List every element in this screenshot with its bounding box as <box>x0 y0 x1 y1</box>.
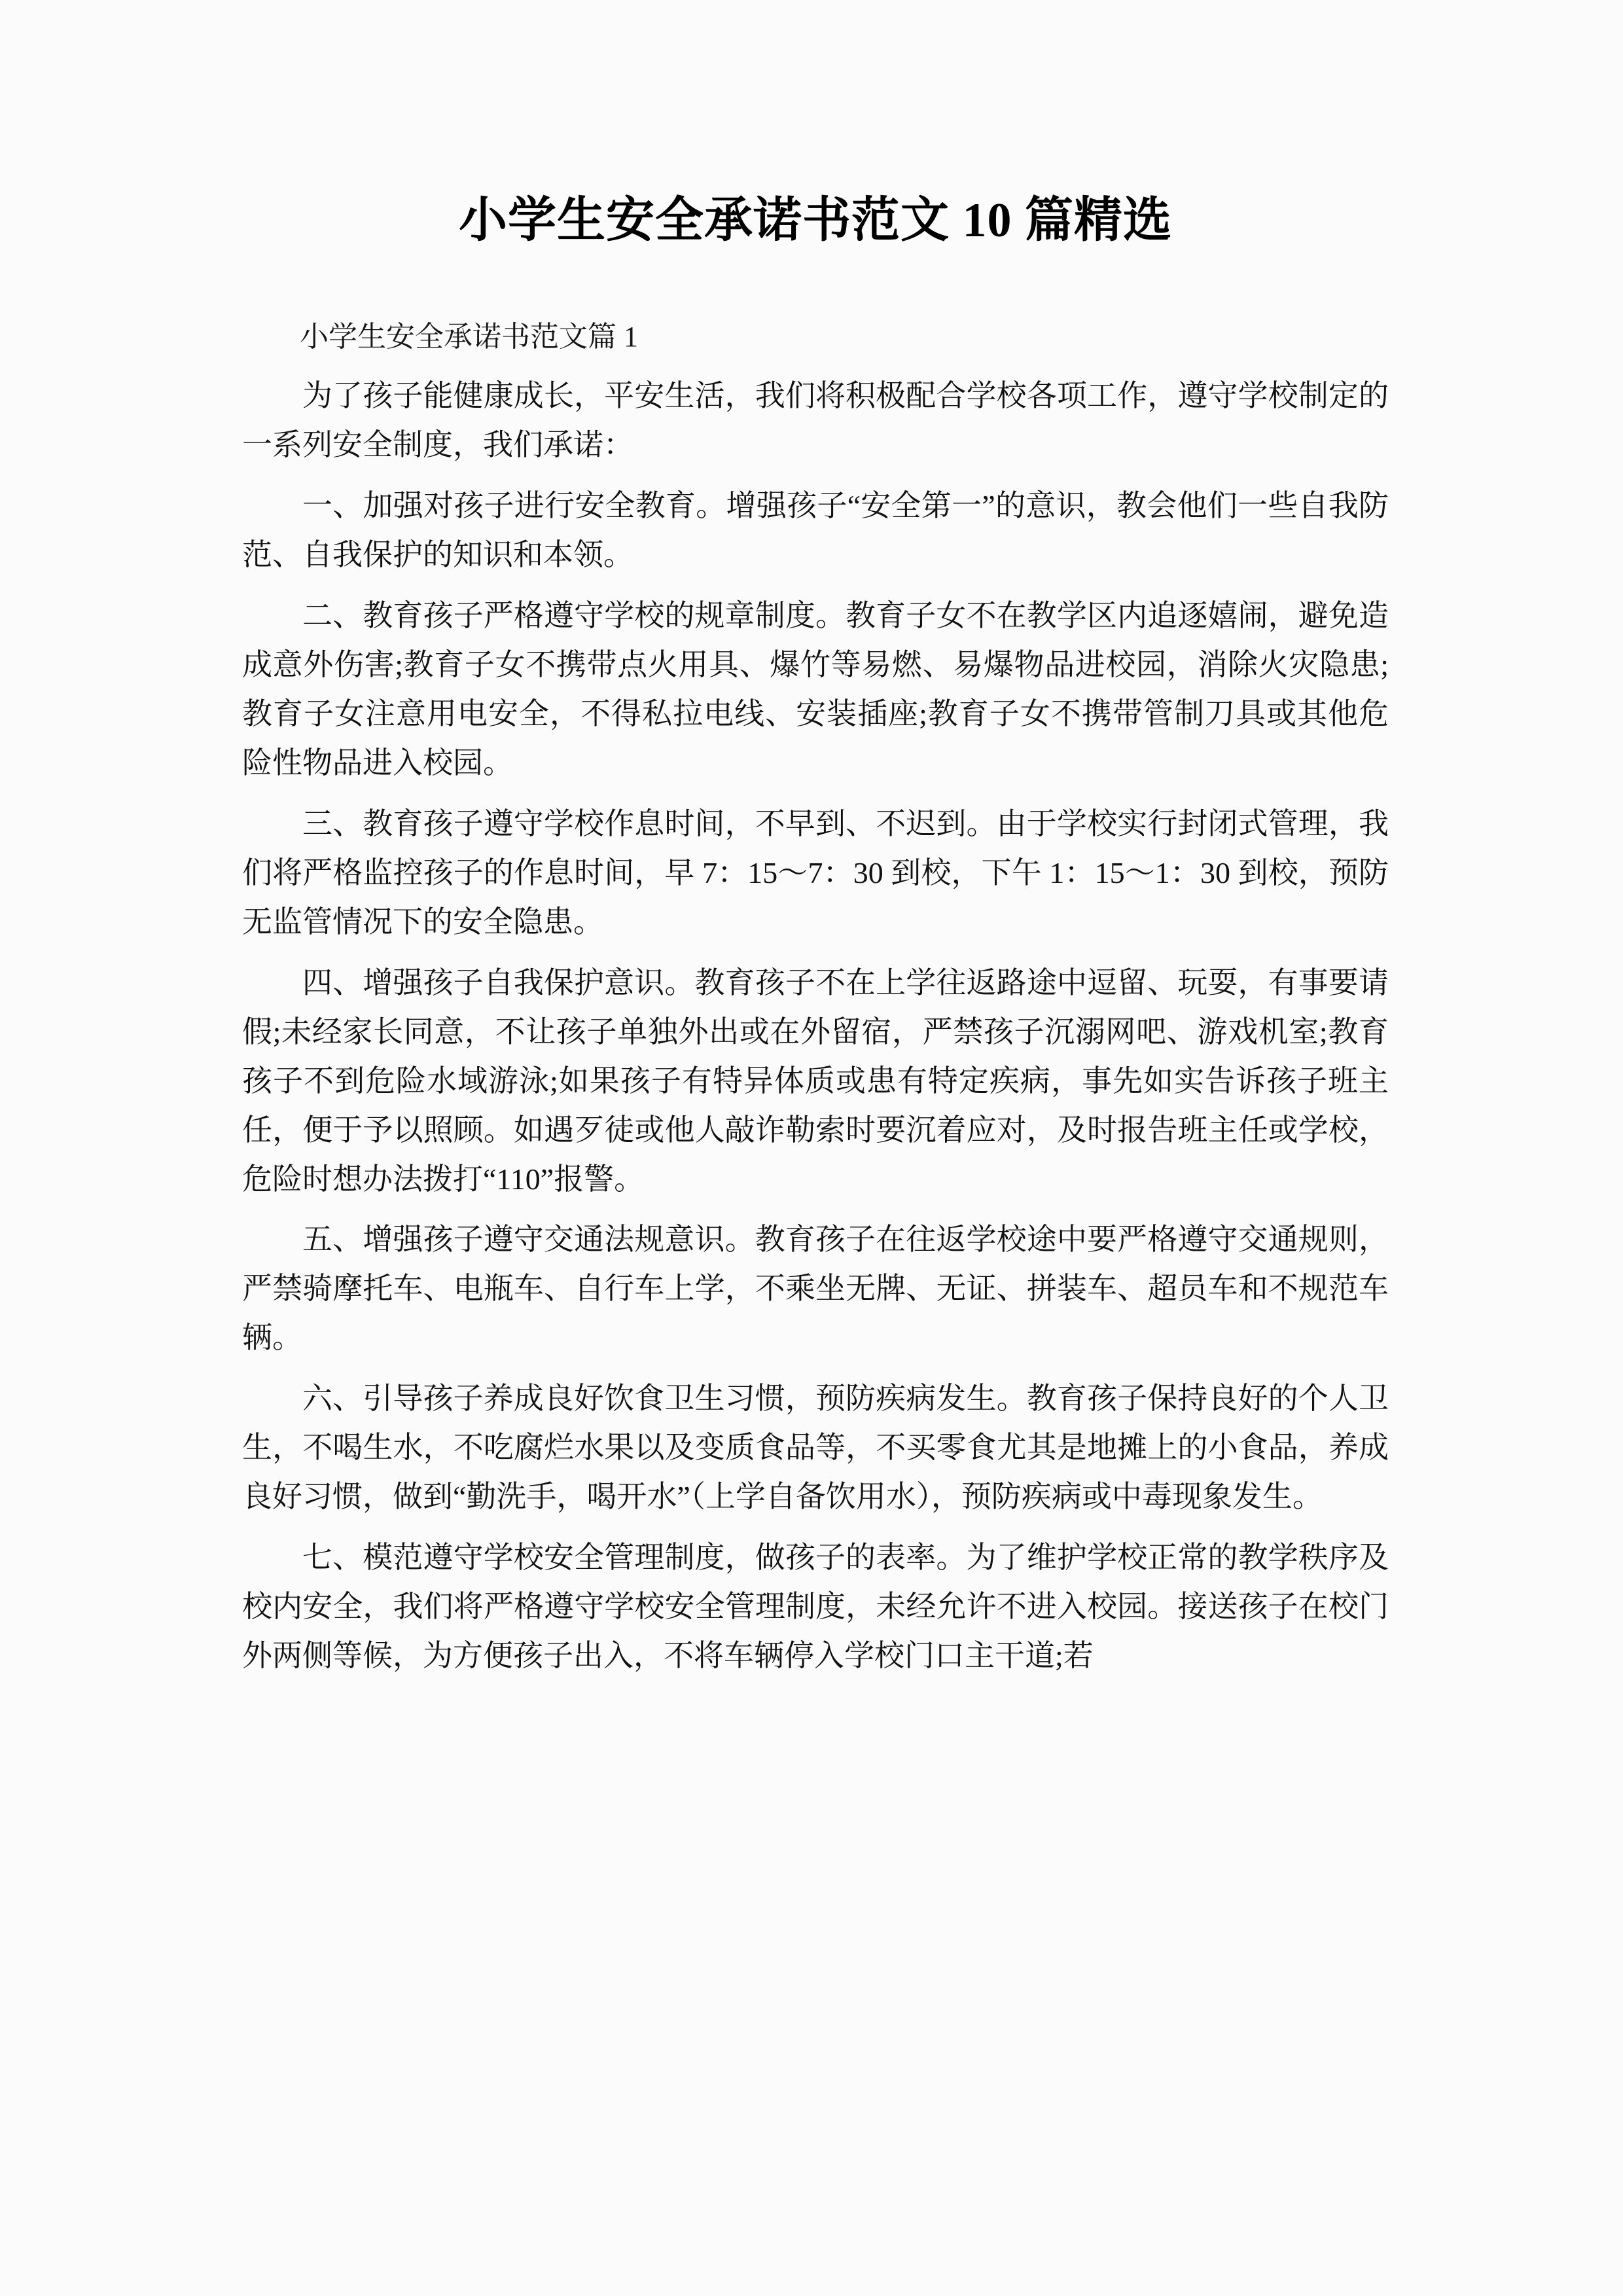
document-content <box>242 0 1389 1681</box>
body-paragraph: 四、增强孩子自我保护意识。教育孩子不在上学往返路途中逗留、玩耍，有事要请假;未经家长同意，不让孩子单独外出或在外留宿，严禁孩子沉溺网吧、游戏机室;教育孩子不到危险水域游泳;如果孩子有特异体质或患有特定疾病，事先如实告诉孩子班主任，便于予以照顾。如遇歹徒或他人敲诈勒索时要沉着应对，及时报告班主任或学校，危险时想办法拨打“110”报警。 <box>242 965 1389 1196</box>
page-title: 小学生安全承诺书范文 10 篇精选 <box>459 194 1172 247</box>
body-paragraph: 六、引导孩子养成良好饮食卫生习惯，预防疾病发生。教育孩子保持良好的个人卫生，不喝生水，不吃腐烂水果以及变质食品等，不买零食尤其是地摊上的小食品，养成良好习惯，做到“勤洗手，喝开水”（上学自备饮用水），预防疾病或中毒现象发生。 <box>242 1382 1389 1514</box>
document-subtitle: 小学生安全承诺书范文篇 1 <box>300 320 638 353</box>
body-paragraph: 五、增强孩子遵守交通法规意识。教育孩子在往返学校途中要严格遵守交通规则，严禁骑摩托车、电瓶车、自行车上学，不乘坐无牌、无证、拼装车、超员车和不规范车辆。 <box>242 1223 1389 1355</box>
body-paragraph: 七、模范遵守学校安全管理制度，做孩子的表率。为了维护学校正常的教学秩序及校内安全，我们将严格遵守学校安全管理制度，未经允许不进入校园。接送孩子在校门外两侧等候，为方便孩子出入，不将车辆停入学校门口主干道;若 <box>242 1541 1389 1673</box>
body-paragraph: 三、教育孩子遵守学校作息时间，不早到、不迟到。由于学校实行封闭式管理，我们将严格监控孩子的作息时间，早 7：15～7：30 到校，下午 1：15～1：30 到校，预防无监管情况下的安全隐患。 <box>242 806 1389 939</box>
body-paragraph: 为了孩子能健康成长，平安生活，我们将积极配合学校各项工作，遵守学校制定的一系列安全制度，我们承诺： <box>242 378 1389 461</box>
body-paragraph: 二、教育孩子严格遵守学校的规章制度。教育子女不在教学区内追逐嬉闹，避免造成意外伤害;教育子女不携带点火用具、爆竹等易燃、易爆物品进校园，消除火灾隐患;教育子女注意用电安全，不得私拉电线、安装插座;教育子女不携带管制刀具或其他危险性物品进入校园。 <box>242 598 1389 780</box>
body-paragraph: 一、加强对孩子进行安全教育。增强孩子“安全第一”的意识，教会他们一些自我防范、自我保护的知识和本领。 <box>242 488 1389 571</box>
